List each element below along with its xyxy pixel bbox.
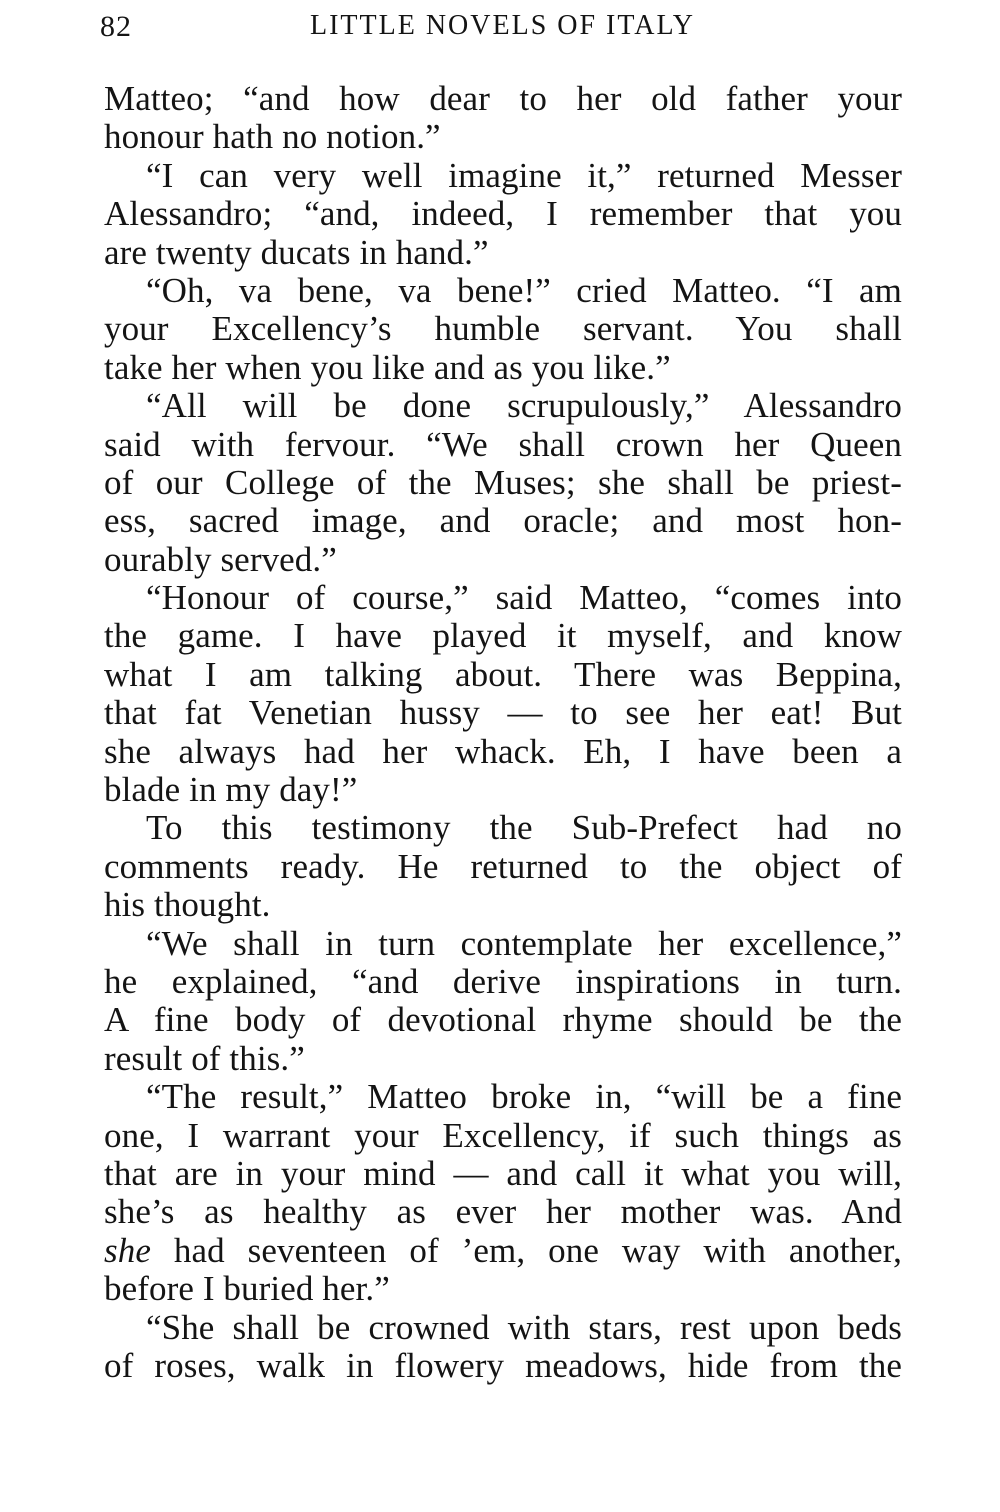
text-line: “We shall in turn contemplate her excellence,” (146, 923, 902, 963)
text-line: she always had her whack. Eh, I have been a (104, 731, 902, 771)
text-line: one, I warrant your Excellency, if such things as (104, 1115, 902, 1155)
page-number: 82 (100, 10, 132, 43)
text-line: said with fervour. “We shall crown her Queen (104, 424, 902, 464)
text-line: “The result,” Matteo broke in, “will be a fine (146, 1077, 902, 1117)
text-line: “I can very well imagine it,” returned Messer (146, 155, 902, 195)
text-line: comments ready. He returned to the object of (104, 846, 902, 886)
text-line: are twenty ducats in hand.” (104, 232, 489, 272)
text-line: that are in your mind — and call it what you will, (104, 1153, 902, 1193)
text-line: of roses, walk in flowery meadows, hide from the (104, 1345, 902, 1385)
text-line: “All will be done scrupulously,” Alessandro (146, 386, 902, 426)
text-line: that fat Venetian hussy — to see her eat! But (104, 693, 902, 733)
text-line: your Excellency’s humble servant. You shall (104, 309, 902, 349)
text-line: honour hath no notion.” (104, 117, 441, 157)
text-line: the game. I have played it myself, and know (104, 616, 902, 656)
text-line: blade in my day!” (104, 770, 358, 810)
text-line: of our College of the Muses; she shall be priest- (104, 462, 902, 502)
text-line: Alessandro; “and, indeed, I remember that you (104, 194, 902, 234)
text-line: what I am talking about. There was Beppina, (104, 654, 902, 694)
text-line: his thought. (104, 885, 271, 925)
body-text (104, 80, 902, 1385)
text-line: “Oh, va bene, va bene!” cried Matteo. “I am (146, 270, 902, 310)
text-line: ourably served.” (104, 539, 337, 579)
text-line: “Honour of course,” said Matteo, “comes into (146, 578, 902, 618)
italic-word: she (104, 1230, 151, 1270)
text-line: ess, sacred image, and oracle; and most hon- (104, 501, 902, 541)
text-line: A fine body of devotional rhyme should be the (104, 1000, 902, 1040)
text-line: he explained, “and derive inspirations in turn. (104, 961, 902, 1001)
text-line: To this testimony the Sub-Prefect had no (146, 808, 902, 848)
text-line: she had seventeen of ’em, one way with another, (104, 1230, 902, 1270)
running-title: LITTLE NOVELS OF ITALY (309, 10, 695, 41)
text-line: “She shall be crowned with stars, rest upon beds (146, 1307, 902, 1347)
text-line: result of this.” (104, 1038, 305, 1078)
text-line: she’s as healthy as ever her mother was. And (104, 1192, 902, 1232)
text-line: Matteo; “and how dear to her old father your (104, 79, 902, 118)
text-line: before I buried her.” (104, 1269, 390, 1309)
text-line: take her when you like and as you like.” (104, 347, 671, 387)
running-head (100, 10, 905, 50)
